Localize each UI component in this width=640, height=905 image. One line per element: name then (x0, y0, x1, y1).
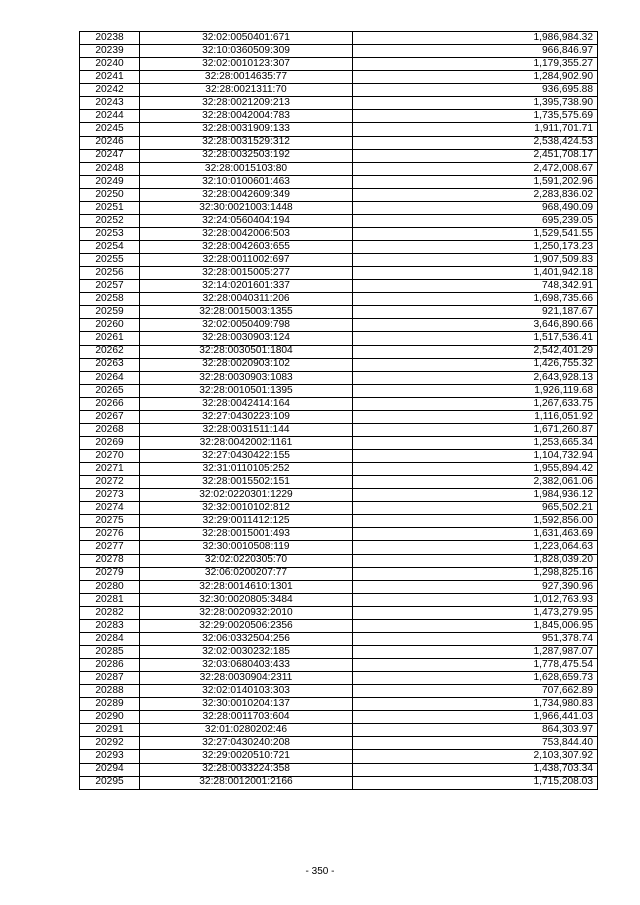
row-id-cell: 20266 (80, 397, 140, 410)
table-row (80, 358, 598, 371)
cadastral-number-cell: 32:32:0010102:812 (140, 502, 353, 515)
row-id-cell: 20284 (80, 632, 140, 645)
table-row (80, 737, 598, 750)
table-row (80, 306, 598, 319)
table-row (80, 685, 598, 698)
table-row (80, 476, 598, 489)
amount-cell: 1,287,987.07 (353, 645, 598, 658)
row-id-cell: 20292 (80, 737, 140, 750)
row-id-cell: 20241 (80, 71, 140, 84)
amount-cell: 1,671,260.87 (353, 423, 598, 436)
cadastral-number-cell: 32:28:0010501:1395 (140, 384, 353, 397)
table-row (80, 293, 598, 306)
row-id-cell: 20258 (80, 293, 140, 306)
row-id-cell: 20244 (80, 110, 140, 123)
row-id-cell: 20238 (80, 32, 140, 45)
amount-cell: 1,012,763.93 (353, 593, 598, 606)
amount-cell: 1,698,735.66 (353, 293, 598, 306)
amount-cell: 2,643,928.13 (353, 371, 598, 384)
table-row (80, 110, 598, 123)
cadastral-number-cell: 32:30:0020805:3484 (140, 593, 353, 606)
row-id-cell: 20279 (80, 567, 140, 580)
table-row (80, 201, 598, 214)
table-row (80, 280, 598, 293)
row-id-cell: 20282 (80, 606, 140, 619)
table-row (80, 384, 598, 397)
amount-cell: 936,695.88 (353, 84, 598, 97)
cadastral-number-cell: 32:28:0015103:80 (140, 162, 353, 175)
table-row (80, 410, 598, 423)
amount-cell: 1,250,173.23 (353, 241, 598, 254)
table-row (80, 227, 598, 240)
amount-cell: 2,382,061.06 (353, 476, 598, 489)
table-row (80, 175, 598, 188)
amount-cell: 2,283,836.02 (353, 188, 598, 201)
table-row (80, 84, 598, 97)
amount-cell: 968,490.09 (353, 201, 598, 214)
cadastral-number-cell: 32:31:0110105:252 (140, 463, 353, 476)
table-row (80, 345, 598, 358)
table-row (80, 541, 598, 554)
row-id-cell: 20290 (80, 711, 140, 724)
amount-cell: 1,966,441.03 (353, 711, 598, 724)
amount-cell: 1,828,039.20 (353, 554, 598, 567)
table-row (80, 528, 598, 541)
table-row (80, 567, 598, 580)
row-id-cell: 20278 (80, 554, 140, 567)
table-row (80, 698, 598, 711)
row-id-cell: 20289 (80, 698, 140, 711)
amount-cell: 1,907,509.83 (353, 254, 598, 267)
amount-cell: 1,517,536.41 (353, 332, 598, 345)
table-row (80, 188, 598, 201)
table-row (80, 450, 598, 463)
row-id-cell: 20250 (80, 188, 140, 201)
cadastral-number-cell: 32:30:0010204:137 (140, 698, 353, 711)
row-id-cell: 20274 (80, 502, 140, 515)
table-row (80, 463, 598, 476)
amount-cell: 1,529,541.55 (353, 227, 598, 240)
cadastral-number-cell: 32:02:0030232:185 (140, 645, 353, 658)
row-id-cell: 20259 (80, 306, 140, 319)
cadastral-number-cell: 32:28:0042006:503 (140, 227, 353, 240)
row-id-cell: 20254 (80, 241, 140, 254)
amount-cell: 2,542,401.29 (353, 345, 598, 358)
amount-cell: 921,187.67 (353, 306, 598, 319)
amount-cell: 864,303.97 (353, 724, 598, 737)
table-row (80, 619, 598, 632)
amount-cell: 707,662.89 (353, 685, 598, 698)
cadastral-number-cell: 32:24:0560404:194 (140, 214, 353, 227)
table-row (80, 162, 598, 175)
table-row (80, 711, 598, 724)
table-row (80, 580, 598, 593)
amount-cell: 1,267,633.75 (353, 397, 598, 410)
row-id-cell: 20246 (80, 136, 140, 149)
cadastral-number-cell: 32:28:0031511:144 (140, 423, 353, 436)
amount-cell: 1,984,936.12 (353, 489, 598, 502)
cadastral-number-cell: 32:02:0050401:671 (140, 32, 353, 45)
cadastral-number-cell: 32:28:0030903:124 (140, 332, 353, 345)
cadastral-number-cell: 32:27:0430422:155 (140, 450, 353, 463)
table-row (80, 332, 598, 345)
amount-cell: 1,426,755.32 (353, 358, 598, 371)
row-id-cell: 20262 (80, 345, 140, 358)
table-row (80, 489, 598, 502)
cadastral-number-cell: 32:28:0021209:213 (140, 97, 353, 110)
table-row (80, 32, 598, 45)
table-row (80, 319, 598, 332)
cadastral-number-cell: 32:28:0033224:358 (140, 763, 353, 776)
cadastral-number-cell: 32:28:0042609:349 (140, 188, 353, 201)
amount-cell: 1,401,942.18 (353, 267, 598, 280)
amount-cell: 1,104,732.94 (353, 450, 598, 463)
amount-cell: 1,628,659.73 (353, 672, 598, 685)
table-row (80, 436, 598, 449)
table-row (80, 267, 598, 280)
cadastral-number-cell: 32:28:0032503:192 (140, 149, 353, 162)
table-row (80, 71, 598, 84)
amount-cell: 753,844.40 (353, 737, 598, 750)
row-id-cell: 20291 (80, 724, 140, 737)
amount-cell: 1,845,006.95 (353, 619, 598, 632)
amount-cell: 1,438,703.34 (353, 763, 598, 776)
table-row (80, 776, 598, 789)
table-row (80, 123, 598, 136)
row-id-cell: 20294 (80, 763, 140, 776)
amount-cell: 1,735,575.69 (353, 110, 598, 123)
table-row (80, 58, 598, 71)
table-row (80, 241, 598, 254)
row-id-cell: 20261 (80, 332, 140, 345)
amount-cell: 2,472,008.67 (353, 162, 598, 175)
cadastral-number-cell: 32:28:0042414:164 (140, 397, 353, 410)
cadastral-number-cell: 32:27:0430223:109 (140, 410, 353, 423)
amount-cell: 2,103,307.92 (353, 750, 598, 763)
row-id-cell: 20293 (80, 750, 140, 763)
cadastral-number-cell: 32:29:0020506:2356 (140, 619, 353, 632)
row-id-cell: 20285 (80, 645, 140, 658)
row-id-cell: 20264 (80, 371, 140, 384)
cadastral-number-cell: 32:28:0015001:493 (140, 528, 353, 541)
amount-cell: 1,253,665.34 (353, 436, 598, 449)
row-id-cell: 20243 (80, 97, 140, 110)
cadastral-number-cell: 32:28:0031909:133 (140, 123, 353, 136)
row-id-cell: 20251 (80, 201, 140, 214)
row-id-cell: 20275 (80, 515, 140, 528)
cadastral-number-cell: 32:06:0200207:77 (140, 567, 353, 580)
row-id-cell: 20270 (80, 450, 140, 463)
cadastral-number-cell: 32:28:0011703:604 (140, 711, 353, 724)
cadastral-number-cell: 32:28:0042002:1161 (140, 436, 353, 449)
amount-cell: 1,223,064.63 (353, 541, 598, 554)
cadastral-number-cell: 32:27:0430240:208 (140, 737, 353, 750)
table-row (80, 645, 598, 658)
row-id-cell: 20247 (80, 149, 140, 162)
ledger-table-body (80, 32, 598, 790)
cadastral-number-cell: 32:01:0280202:46 (140, 724, 353, 737)
amount-cell: 1,395,738.90 (353, 97, 598, 110)
amount-cell: 1,591,202.96 (353, 175, 598, 188)
row-id-cell: 20256 (80, 267, 140, 280)
row-id-cell: 20265 (80, 384, 140, 397)
table-row (80, 254, 598, 267)
table-row (80, 149, 598, 162)
cadastral-number-cell: 32:30:0021003:1448 (140, 201, 353, 214)
cadastral-number-cell: 32:28:0020932:2010 (140, 606, 353, 619)
row-id-cell: 20271 (80, 463, 140, 476)
amount-cell: 2,538,424.53 (353, 136, 598, 149)
row-id-cell: 20249 (80, 175, 140, 188)
row-id-cell: 20295 (80, 776, 140, 789)
cadastral-number-cell: 32:29:0011412:125 (140, 515, 353, 528)
cadastral-number-cell: 32:30:0010508:119 (140, 541, 353, 554)
cadastral-number-cell: 32:28:0015003:1355 (140, 306, 353, 319)
amount-cell: 1,298,825.16 (353, 567, 598, 580)
cadastral-number-cell: 32:28:0042603:655 (140, 241, 353, 254)
row-id-cell: 20273 (80, 489, 140, 502)
cadastral-number-cell: 32:10:0360509:309 (140, 45, 353, 58)
table-row (80, 632, 598, 645)
amount-cell: 1,778,475.54 (353, 659, 598, 672)
cadastral-number-cell: 32:03:0680403:433 (140, 659, 353, 672)
amount-cell: 966,846.97 (353, 45, 598, 58)
amount-cell: 3,646,890.66 (353, 319, 598, 332)
table-row (80, 423, 598, 436)
amount-cell: 927,390.96 (353, 580, 598, 593)
row-id-cell: 20248 (80, 162, 140, 175)
cadastral-number-cell: 32:28:0020903:102 (140, 358, 353, 371)
table-row (80, 606, 598, 619)
row-id-cell: 20276 (80, 528, 140, 541)
cadastral-number-cell: 32:28:0021311:70 (140, 84, 353, 97)
cadastral-number-cell: 32:29:0020510:721 (140, 750, 353, 763)
amount-cell: 1,955,894.42 (353, 463, 598, 476)
table-row (80, 593, 598, 606)
cadastral-number-cell: 32:02:0220305:70 (140, 554, 353, 567)
amount-cell: 965,502.21 (353, 502, 598, 515)
row-id-cell: 20267 (80, 410, 140, 423)
table-row (80, 214, 598, 227)
row-id-cell: 20280 (80, 580, 140, 593)
table-row (80, 97, 598, 110)
row-id-cell: 20286 (80, 659, 140, 672)
row-id-cell: 20245 (80, 123, 140, 136)
table-row (80, 554, 598, 567)
row-id-cell: 20257 (80, 280, 140, 293)
amount-cell: 951,378.74 (353, 632, 598, 645)
amount-cell: 1,116,051.92 (353, 410, 598, 423)
amount-cell: 1,986,984.32 (353, 32, 598, 45)
amount-cell: 748,342.91 (353, 280, 598, 293)
amount-cell: 695,239.05 (353, 214, 598, 227)
amount-cell: 1,911,701.71 (353, 123, 598, 136)
amount-cell: 1,926,119.68 (353, 384, 598, 397)
row-id-cell: 20252 (80, 214, 140, 227)
page-number: - 350 - (305, 866, 335, 877)
cadastral-number-cell: 32:28:0030903:1083 (140, 371, 353, 384)
table-row (80, 45, 598, 58)
row-id-cell: 20283 (80, 619, 140, 632)
row-id-cell: 20288 (80, 685, 140, 698)
row-id-cell: 20277 (80, 541, 140, 554)
row-id-cell: 20255 (80, 254, 140, 267)
cadastral-number-cell: 32:06:0332504:256 (140, 632, 353, 645)
ledger-table (79, 31, 598, 790)
amount-cell: 1,284,902.90 (353, 71, 598, 84)
table-row (80, 672, 598, 685)
cadastral-number-cell: 32:28:0031529:312 (140, 136, 353, 149)
table-row (80, 502, 598, 515)
amount-cell: 1,592,856.00 (353, 515, 598, 528)
amount-cell: 1,631,463.69 (353, 528, 598, 541)
cadastral-number-cell: 32:28:0012001:2166 (140, 776, 353, 789)
cadastral-number-cell: 32:28:0011002:697 (140, 254, 353, 267)
amount-cell: 2,451,708.17 (353, 149, 598, 162)
amount-cell: 1,734,980.83 (353, 698, 598, 711)
row-id-cell: 20263 (80, 358, 140, 371)
cadastral-number-cell: 32:28:0040311:206 (140, 293, 353, 306)
cadastral-number-cell: 32:28:0030501:1804 (140, 345, 353, 358)
row-id-cell: 20239 (80, 45, 140, 58)
cadastral-number-cell: 32:10:0100601:463 (140, 175, 353, 188)
table-row (80, 136, 598, 149)
cadastral-number-cell: 32:28:0015005:277 (140, 267, 353, 280)
cadastral-number-cell: 32:14:0201601:337 (140, 280, 353, 293)
cadastral-number-cell: 32:02:0140103:303 (140, 685, 353, 698)
row-id-cell: 20260 (80, 319, 140, 332)
row-id-cell: 20253 (80, 227, 140, 240)
amount-cell: 1,715,208.03 (353, 776, 598, 789)
amount-cell: 1,179,355.27 (353, 58, 598, 71)
row-id-cell: 20268 (80, 423, 140, 436)
cadastral-number-cell: 32:28:0030904:2311 (140, 672, 353, 685)
table-row (80, 724, 598, 737)
row-id-cell: 20281 (80, 593, 140, 606)
row-id-cell: 20242 (80, 84, 140, 97)
cadastral-number-cell: 32:02:0220301:1229 (140, 489, 353, 502)
row-id-cell: 20269 (80, 436, 140, 449)
table-row (80, 515, 598, 528)
table-row (80, 763, 598, 776)
cadastral-number-cell: 32:28:0042004:783 (140, 110, 353, 123)
table-row (80, 750, 598, 763)
row-id-cell: 20240 (80, 58, 140, 71)
table-row (80, 397, 598, 410)
amount-cell: 1,473,279.95 (353, 606, 598, 619)
cadastral-number-cell: 32:02:0050409:798 (140, 319, 353, 332)
row-id-cell: 20272 (80, 476, 140, 489)
row-id-cell: 20287 (80, 672, 140, 685)
table-row (80, 659, 598, 672)
cadastral-number-cell: 32:28:0015502:151 (140, 476, 353, 489)
cadastral-number-cell: 32:02:0010123:307 (140, 58, 353, 71)
cadastral-number-cell: 32:28:0014610:1301 (140, 580, 353, 593)
table-row (80, 371, 598, 384)
cadastral-number-cell: 32:28:0014635:77 (140, 71, 353, 84)
